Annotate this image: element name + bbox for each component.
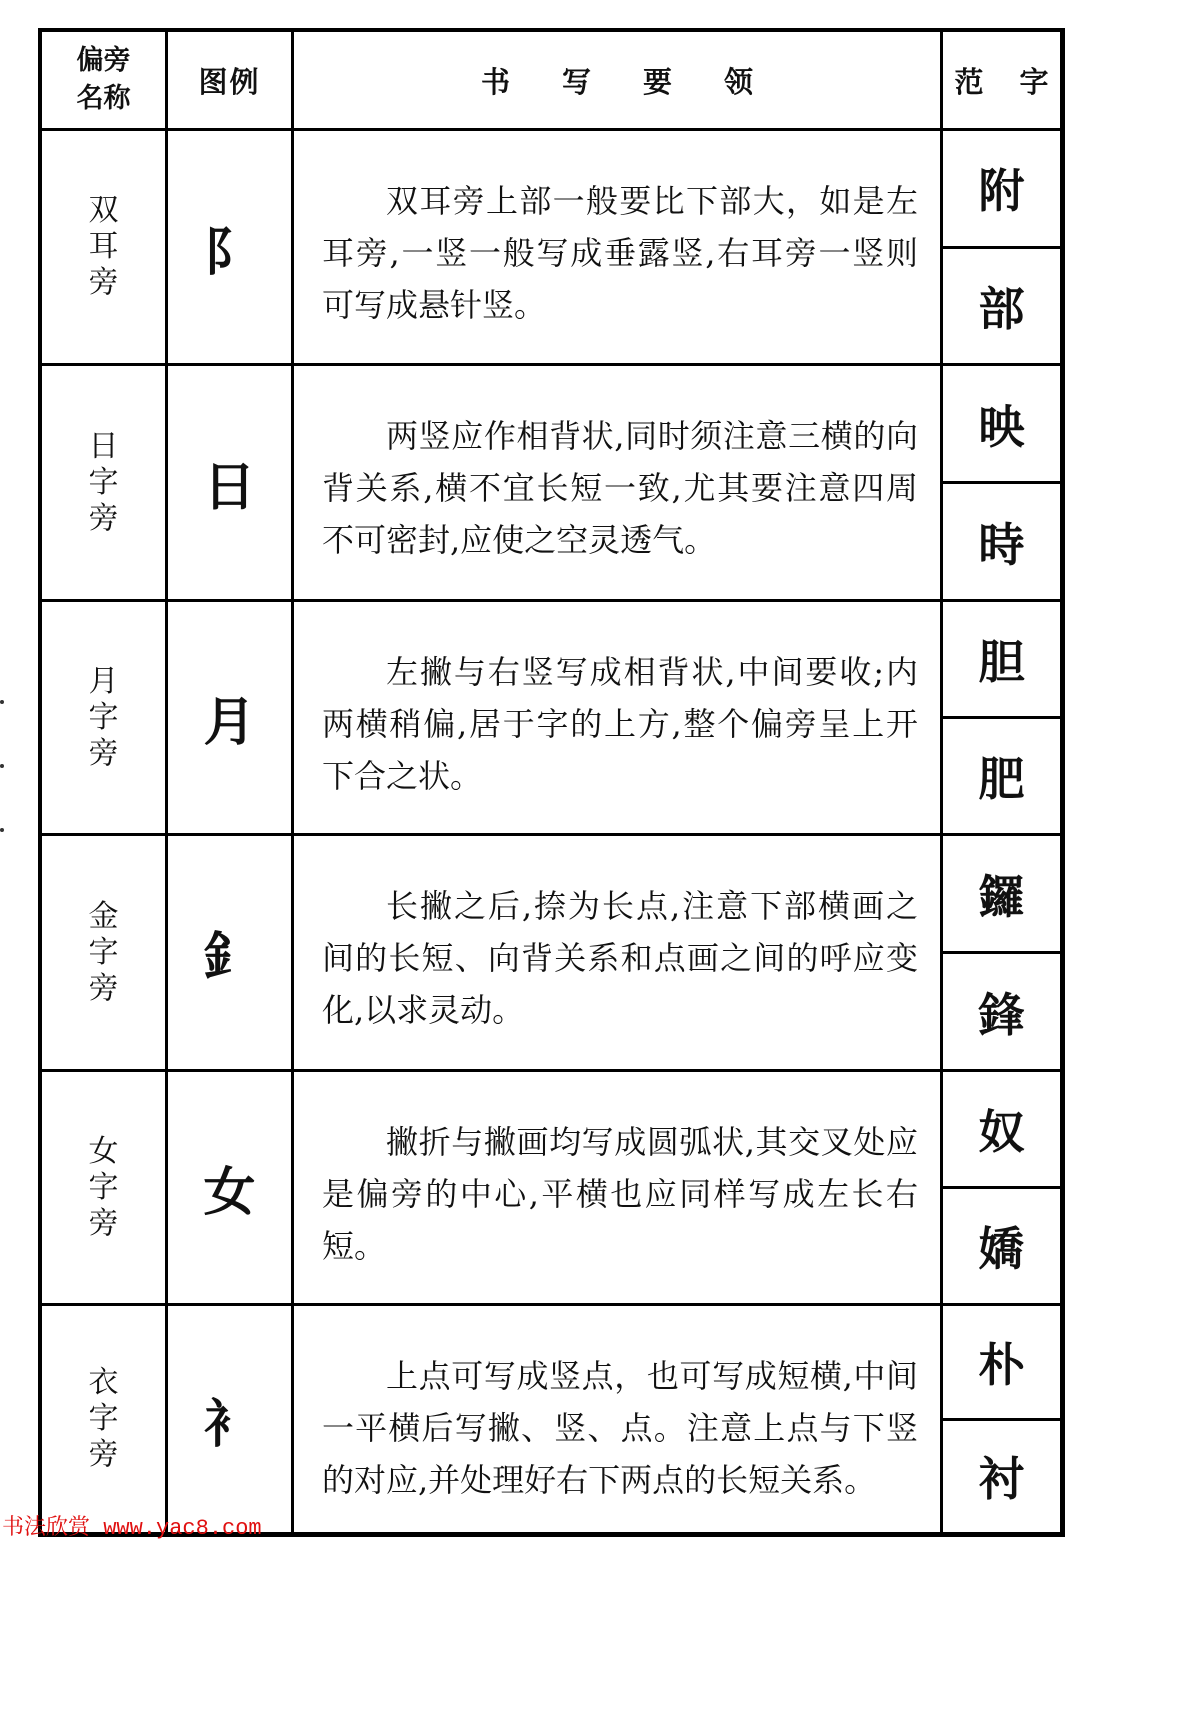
example-glyph: 女 <box>168 1072 294 1303</box>
sample-char: 朴 <box>978 1337 1025 1392</box>
radical-name-char: 月 <box>88 663 119 699</box>
writing-tips: 长撇之后,捺为长点,注意下部横画之间的长短、向背关系和点画之间的呼应变化,以求灵动。 <box>294 836 943 1069</box>
sample-char: 奴 <box>978 1105 1025 1159</box>
radical-name-char: 旁 <box>88 1205 119 1241</box>
sample-char: 時 <box>943 481 1060 599</box>
writing-tips: 左撇与右竖写成相背状,中间要收;内两横稍偏,居于字的上方,整个偏旁呈上开下合之状。 <box>294 602 943 833</box>
sample-char: 映 <box>978 399 1025 454</box>
writing-tips: 撇折与撇画均写成圆弧状,其交叉处应是偏旁的中心,平横也应同样写成左长右短。 <box>294 1072 943 1303</box>
radical-name-char: 字 <box>88 699 119 735</box>
sample-char: 胆 <box>978 635 1025 689</box>
radical-name <box>42 366 168 599</box>
example-glyph: 日 <box>168 366 294 599</box>
radical-name-char: 字 <box>88 934 119 970</box>
radical-name-char: 双 <box>88 193 119 228</box>
sample-char: 鑼 <box>978 869 1025 924</box>
sample-char: 附 <box>978 164 1025 219</box>
header-tips-char: 要 <box>643 64 673 99</box>
radical-name-char: 字 <box>88 1401 119 1436</box>
writing-tips: 两竖应作相背状,同时须注意三横的向背关系,横不宜长短一致,尤其要注意四周不可密封,应使之空灵透气。 <box>294 366 943 599</box>
header-tips-char: 书 <box>480 64 510 99</box>
radical-name-char: 女 <box>88 1133 119 1169</box>
radical-table <box>38 28 1065 1537</box>
radical-name-char: 日 <box>88 428 119 464</box>
sample-char: 鋒 <box>943 951 1060 1069</box>
header-name-line1: 偏旁 <box>76 45 131 76</box>
table-row-metal <box>42 836 1060 1072</box>
binding-marks <box>0 700 8 892</box>
table-header <box>42 32 1060 131</box>
example-glyph: 釒 <box>168 836 294 1069</box>
radical-name-char: 旁 <box>88 1437 119 1472</box>
sample-chars <box>943 366 1060 599</box>
header-name-line2: 名称 <box>76 83 131 114</box>
radical-name-char: 旁 <box>88 500 119 536</box>
sample-chars <box>943 602 1060 833</box>
header-tips-char: 写 <box>561 64 591 99</box>
header-sample-char: 范 <box>954 64 984 99</box>
header-radical-name <box>42 32 168 128</box>
example-glyph: 衤 <box>168 1306 294 1532</box>
table-row-moon <box>42 602 1060 836</box>
table-row-double-ear <box>42 131 1060 366</box>
example-glyph: 阝 <box>168 131 294 363</box>
sample-char: 嬌 <box>943 1186 1060 1303</box>
radical-name-char: 字 <box>88 1169 119 1205</box>
sample-char: 肥 <box>943 716 1060 833</box>
sample-chars <box>943 1072 1060 1303</box>
sample-chars <box>943 836 1060 1069</box>
header-sample-char: 字 <box>1019 64 1049 99</box>
radical-name <box>42 602 168 833</box>
writing-tips: 上点可写成竖点，也可写成短横,中间一平横后写撇、竖、点。注意上点与下竖的对应,并处理好右下两点的长短关系。 <box>294 1306 943 1532</box>
table-row-sun <box>42 366 1060 602</box>
radical-name <box>42 131 168 363</box>
radical-name-char: 旁 <box>88 970 119 1006</box>
radical-name-char: 耳 <box>88 229 119 264</box>
example-glyph: 月 <box>168 602 294 833</box>
sample-char: 部 <box>943 246 1060 364</box>
radical-name-char: 旁 <box>88 735 119 771</box>
writing-tips: 双耳旁上部一般要比下部大，如是左耳旁,一竖一般写成垂露竖,右耳旁一竖则可写成悬针竖。 <box>294 131 943 363</box>
radical-name-char: 衣 <box>88 1365 119 1400</box>
header-tips-char: 领 <box>724 64 754 99</box>
sample-chars <box>943 1306 1060 1532</box>
header-example: 图例 <box>168 32 294 128</box>
radical-name-char: 金 <box>88 898 119 934</box>
radical-name <box>42 1072 168 1303</box>
sample-chars <box>943 131 1060 363</box>
table-row-woman <box>42 1072 1060 1306</box>
watermark: 书法欣赏 www.yac8.com <box>2 1516 262 1541</box>
table-row-clothing <box>42 1306 1060 1532</box>
radical-name-char: 旁 <box>88 265 119 300</box>
header-sample-chars <box>943 32 1060 128</box>
radical-name-char: 字 <box>88 464 119 500</box>
radical-name <box>42 1306 168 1532</box>
header-writing-tips <box>294 32 943 128</box>
radical-name <box>42 836 168 1069</box>
sample-char: 衬 <box>943 1418 1060 1533</box>
